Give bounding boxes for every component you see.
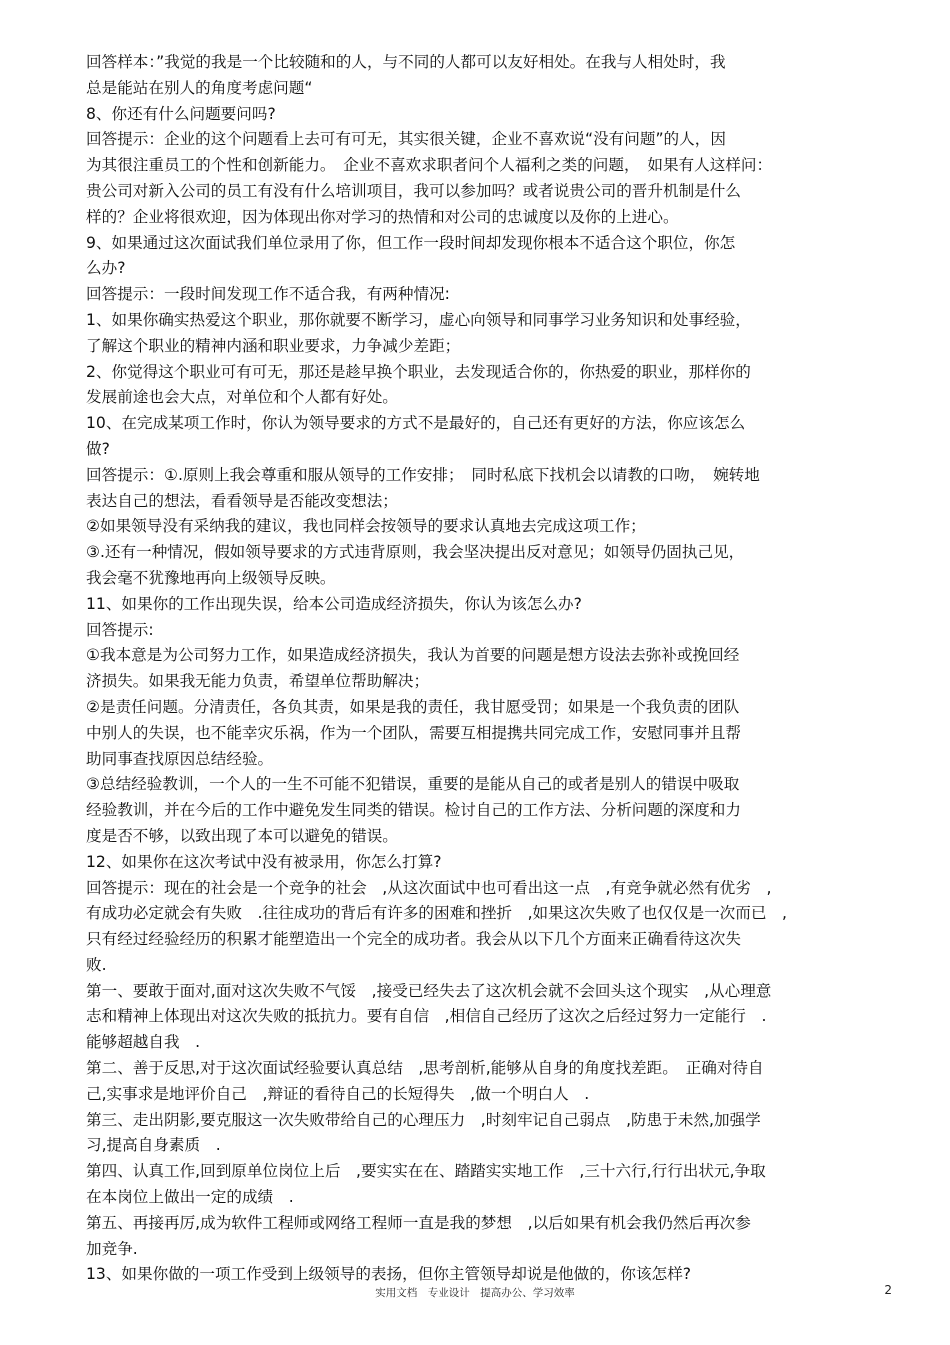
text-line: 回答样本：”我觉的我是一个比较随和的人，与不同的人都可以友好相处。在我与人相处时，我 — [86, 53, 726, 71]
text-line: 习,提高自身素质 . — [86, 1136, 221, 1155]
document-body — [86, 50, 898, 1288]
text-line: 只有经过经验经历的积累才能塑造出一个完全的成功者。我会从以下几个方面来正确看待这次失 — [86, 930, 741, 949]
text-line: 第三、走出阴影,要克服这一次失败带给自己的心理压力 ,时刻牢记自己弱点 ,防患于未然,加强学 — [86, 1110, 761, 1129]
text-line: 度是否不够，以致出现了本可以避免的错误。 — [86, 826, 398, 845]
text-line: 13、如果你做的一项工作受到上级领导的表扬，但你主管领导却说是他做的，你该怎样? — [86, 1265, 692, 1284]
text-line: 志和精神上体现出对这次失败的抵抗力。要有自信 ,相信自己经历了这次之后经过努力一定能行 . — [86, 1007, 767, 1026]
text-line: 么办? — [86, 259, 126, 278]
footer-text: 实用文档 专业设计 提高办公、学习效率 — [375, 1287, 575, 1299]
text-line: 9、如果通过这次面试我们单位录用了你，但工作一段时间却发现你根本不适合这个职位，你怎 — [86, 233, 736, 252]
text-line: 发展前途也会大点，对单位和个人都有好处。 — [86, 388, 398, 407]
text-line: 8、你还有什么问题要问吗? — [86, 104, 276, 123]
text-line: 总是能站在别人的角度考虑问题“ — [86, 78, 313, 97]
text-line: 第一、要敢于面对,面对这次失败不气馁 ,接受已经失去了这次机会就不会回头这个现实 ,从心理意 — [86, 981, 772, 1000]
text-line: 回答提示：现在的社会是一个竞争的社会 ,从这次面试中也可看出这一点 ,有竞争就必然有优劣 , — [86, 878, 772, 897]
text-line: ①我本意是为公司努力工作，如果造成经济损失，我认为首要的问题是想方设法去弥补或挽回经 — [86, 646, 740, 665]
text-line: 了解这个职业的精神内涵和职业要求，力争减少差距； — [86, 336, 461, 355]
text-line: 己,实事求是地评价自己 ,辩证的看待自己的长短得失 ,做一个明白人 . — [86, 1084, 590, 1103]
text-line: 12、如果你在这次考试中没有被录用，你怎么打算? — [86, 852, 442, 871]
text-line: 11、如果你的工作出现失误，给本公司造成经济损失，你认为该怎么办? — [86, 594, 582, 613]
text-line: ②如果领导没有采纳我的建议，我也同样会按领导的要求认真地去完成这项工作； — [86, 517, 646, 536]
text-line: 第二、善于反思,对于这次面试经验要认真总结 ,思考剖析,能够从自身的角度找差距。 正确对待自 — [86, 1059, 764, 1078]
text-line: 助同事查找原因总结经验。 — [86, 749, 274, 768]
text-line: 贵公司对新入公司的员工有没有什么培训项目，我可以参加吗？或者说贵公司的晋升机制是什么 — [86, 181, 741, 200]
text-line: ③.还有一种情况，假如领导要求的方式违背原则，我会坚决提出反对意见；如领导仍固执己见， — [86, 543, 745, 562]
text-line: 表达自己的想法，看看领导是否能改变想法； — [86, 491, 398, 510]
text-line: ③总结经验教训，一个人的一生不可能不犯错误，重要的是能从自己的或者是别人的错误中吸取 — [86, 775, 740, 794]
text-line: 经验教训，并在今后的工作中避免发生同类的错误。检讨自己的工作方法、分析问题的深度和力 — [86, 801, 741, 820]
text-line: 样的？企业将很欢迎，因为体现出你对学习的热情和对公司的忠诚度以及你的上进心。 — [86, 207, 679, 226]
text-line: 中别人的失误，也不能幸灾乐祸，作为一个团队，需要互相提携共同完成工作，安慰同事并且帮 — [86, 723, 741, 742]
text-line: 2、你觉得这个职业可有可无，那还是趁早换个职业，去发现适合你的，你热爱的职业，那样你的 — [86, 362, 751, 381]
page-number: 2 — [884, 1283, 892, 1297]
text-line: 第四、认真工作,回到原单位岗位上后 ,要实实在在、踏踏实实地工作 ,三十六行,行行出状元,争取 — [86, 1162, 766, 1181]
text-line: 我会毫不犹豫地再向上级领导反映。 — [86, 568, 336, 587]
text-line: 在本岗位上做出一定的成绩 . — [86, 1188, 294, 1207]
text-line: 济损失。如果我无能力负责，希望单位帮助解决； — [86, 672, 430, 691]
text-line: ②是责任问题。分清责任，各负其责，如果是我的责任，我甘愿受罚；如果是一个我负责的团队 — [86, 697, 740, 716]
text-line: 败. — [86, 955, 107, 974]
text-line: 第五、再接再厉,成为软件工程师或网络工程师一直是我的梦想 ,以后如果有机会我仍然后再次参 — [86, 1213, 751, 1232]
text-line: 为其很注重员工的个性和创新能力。 企业不喜欢求职者问个人福利之类的问题， 如果有人这样问： — [86, 156, 773, 175]
text-line: 回答提示：企业的这个问题看上去可有可无，其实很关键，企业不喜欢说“没有问题”的人，因 — [86, 130, 726, 149]
text-line: 有成功必定就会有失败 .往往成功的背后有许多的困难和挫折 ,如果这次失败了也仅仅是一次而已 , — [86, 904, 787, 923]
text-line: 10、在完成某项工作时，你认为领导要求的方式不是最好的，自己还有更好的方法，你应该怎么 — [86, 414, 746, 433]
text-line: 回答提示：一段时间发现工作不适合我，有两种情况: — [86, 285, 450, 304]
text-line: 1、如果你确实热爱这个职业，那你就要不断学习，虚心向领导和同事学习业务知识和处事经验， — [86, 310, 751, 329]
text-line: 回答提示：①.原则上我会尊重和服从领导的工作安排； 同时私底下找机会以请教的口吻， 婉转地 — [86, 465, 760, 484]
text-line: 做? — [86, 439, 110, 458]
text-line: 回答提示: — [86, 620, 154, 639]
text-line: 能够超越自我 . — [86, 1033, 201, 1052]
text-line: 加竞争. — [86, 1239, 138, 1258]
